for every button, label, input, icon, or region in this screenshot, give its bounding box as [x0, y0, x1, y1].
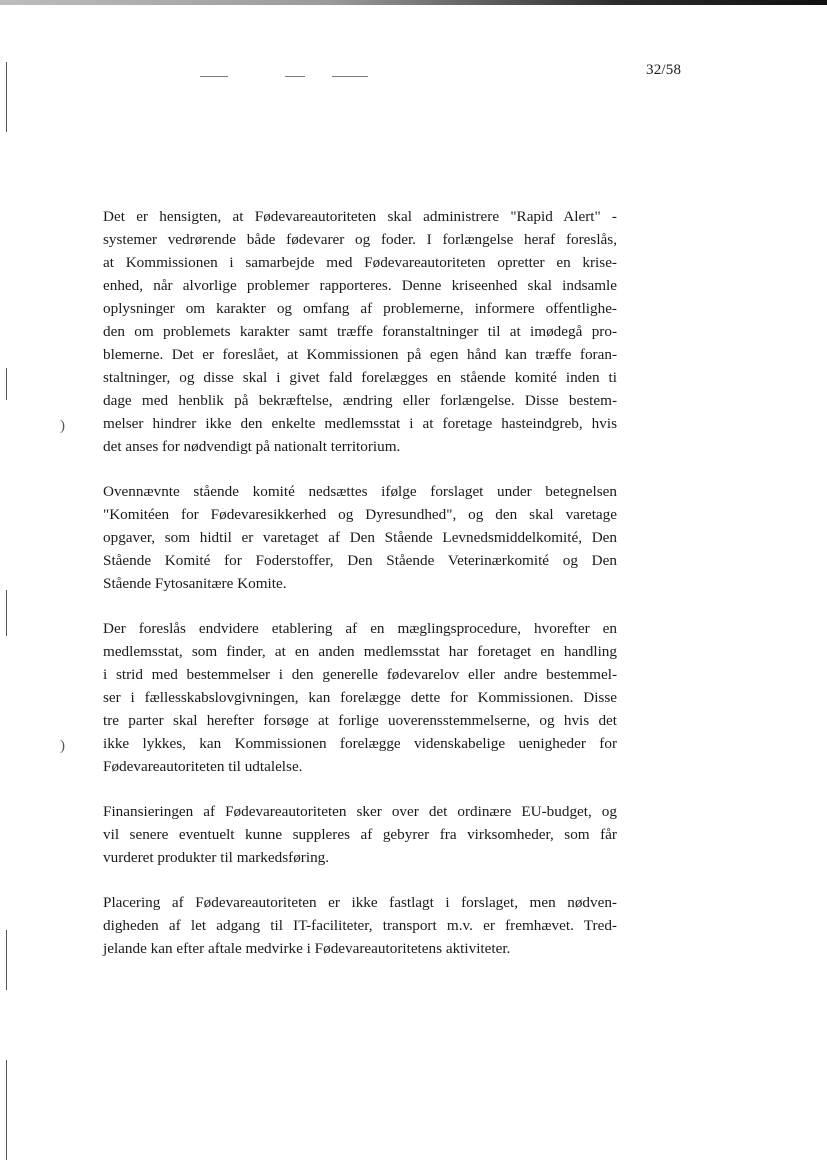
paragraph-line: systemer vedrørende både fødevarer og foder. I forlængelse heraf foreslås, [103, 231, 617, 248]
paragraph-line: at Kommissionen i samarbejde med Fødevareautoriteten opretter en krise- [103, 254, 617, 271]
body-paragraph [103, 891, 617, 960]
paragraph-line: Stående Fytosanitære Komite. [103, 575, 287, 592]
paragraph-line: det anses for nødvendigt på nationalt territorium. [103, 438, 401, 455]
paragraph-line: vil senere eventuelt kunne suppleres af gebyrer fra virksomheder, som får [103, 826, 617, 843]
paragraph-line: ikke lykkes, kan Kommissionen forelægge videnskabelige uenigheder for [103, 735, 617, 752]
paragraph-line: tre parter skal herefter forsøge at forlige uoverensstemmelserne, og hvis det [103, 712, 617, 729]
paragraph-line: den om problemets karakter samt træffe foranstaltninger til at imødegå pro- [103, 323, 617, 340]
paragraph-line: Ovennævnte stående komité nedsættes ifølge forslaget under betegnelsen [103, 483, 617, 500]
paragraph-line: "Komitéen for Fødevaresikkerhed og Dyresundhed", og den skal varetage [103, 506, 617, 523]
paragraph-line: blemerne. Det er foreslået, at Kommissionen på egen hånd kan træffe foran- [103, 346, 617, 363]
body-paragraph [103, 205, 617, 458]
scan-left-edge-mark [6, 1060, 7, 1160]
paragraph-line: i strid med bestemmelser i den generelle fødevarelov eller andre bestemmel- [103, 666, 617, 683]
paragraph-line: Det er hensigten, at Fødevareautoriteten skal administrere "Rapid Alert" - [103, 208, 617, 225]
scan-top-edge [0, 0, 827, 5]
page-number: 32/58 [646, 62, 682, 78]
paragraph-line: melser hindrer ikke den enkelte medlemsstat i at foretage hasteindgreb, hvis [103, 415, 617, 432]
paragraph-line: enhed, når alvorlige problemer rapporteres. Denne kriseenhed skal indsamle [103, 277, 617, 294]
paragraph-line: jelande kan efter aftale medvirke i Fødevareautoritetens aktiviteter. [103, 940, 511, 957]
scan-left-edge-mark [6, 368, 7, 400]
margin-parenthesis-mark: ) [60, 738, 65, 754]
paragraph-line: oplysninger om karakter og omfang af problemerne, informere offentlighe- [103, 300, 617, 317]
header-dash-marks [200, 76, 370, 78]
paragraph-line: Finansieringen af Fødevareautoriteten sker over det ordinære EU-budget, og [103, 803, 617, 820]
margin-parenthesis-mark: ) [60, 418, 65, 434]
body-paragraph [103, 800, 617, 869]
scan-left-edge-mark [6, 62, 7, 132]
paragraph-line: Placering af Fødevareautoriteten er ikke fastlagt i forslaget, men nødven- [103, 894, 617, 911]
paragraph-line: digheden af let adgang til IT-faciliteter, transport m.v. er fremhævet. Tred- [103, 917, 617, 934]
paragraph-line: Fødevareautoriteten til udtalelse. [103, 758, 303, 775]
body-paragraph [103, 617, 617, 778]
paragraph-line: Der foreslås endvidere etablering af en mæglingsprocedure, hvorefter en [103, 620, 617, 637]
paragraph-line: medlemsstat, som finder, at en anden medlemsstat har foretaget en handling [103, 643, 617, 660]
paragraph-line: opgaver, som hidtil er varetaget af Den Stående Levnedsmiddelkomité, Den [103, 529, 617, 546]
document-body [103, 205, 617, 982]
paragraph-line: Stående Komité for Foderstoffer, Den Stående Veterinærkomité og Den [103, 552, 617, 569]
scan-left-edge-mark [6, 590, 7, 636]
paragraph-line: vurderet produkter til markedsføring. [103, 849, 330, 866]
paragraph-line: ser i fællesskabslovgivningen, kan forelægge dette for Kommissionen. Disse [103, 689, 617, 706]
paragraph-line: staltninger, og disse skal i givet fald forelægges en stående komité inden ti [103, 369, 617, 386]
paragraph-line: dage med henblik på bekræftelse, ændring eller forlængelse. Disse bestem- [103, 392, 617, 409]
body-paragraph [103, 480, 617, 595]
scan-left-edge-mark [6, 930, 7, 990]
